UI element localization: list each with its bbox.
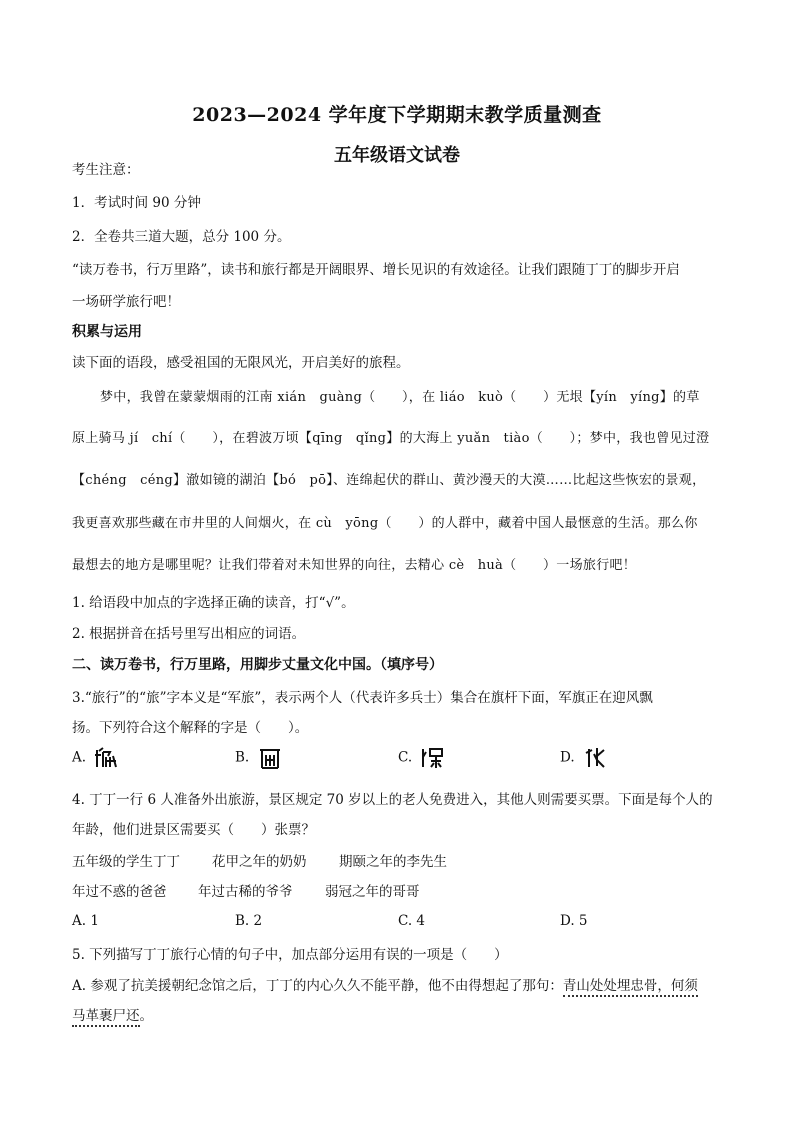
seal-glyph-c-icon <box>420 746 444 770</box>
question-3-line-2: 扬。下列符合这个解释的字是（ ）。 <box>72 720 309 736</box>
q3-option-c <box>398 746 444 770</box>
q4-option-a: A. 1 <box>72 913 99 929</box>
exam-subtitle: 五年级语文试卷 <box>334 145 460 166</box>
q5-option-a-text: A. 参观了抗美援朝纪念馆之后，丁丁的内心久久不能平静，他不由得想起了那句： <box>72 978 563 994</box>
q4-person-5: 年过古稀的爷爷 <box>198 884 293 900</box>
q5-option-a-dotted-2: 马革裹尸还 <box>72 1008 140 1027</box>
passage-line-4: 我更喜欢那些藏在市井里的人间烟火，在 cù yōng（ ）的人群中，藏着中国人最惬意的生活。那么你 <box>72 516 698 531</box>
question-1: 1. 给语段中加点的字选择正确的读音，打“√”。 <box>72 595 355 611</box>
seal-glyph-b-icon <box>258 746 282 770</box>
q4-option-d: D. 5 <box>560 913 588 929</box>
q3-option-d <box>560 746 607 770</box>
question-4-line-1: 4. 丁丁一行 6 人准备外出旅游，景区规定 70 岁以上的老人免费进入，其他人则需要买票。下面是每个人的 <box>72 792 713 808</box>
question-5-line-1: 5. 下列描写丁丁旅行心情的句子中，加点部分运用有误的一项是（ ） <box>72 947 508 963</box>
notice-item-2: 2．全卷共三道大题，总分 100 分。 <box>72 229 291 245</box>
seal-glyph-a-icon <box>94 746 118 770</box>
question-2: 2. 根据拼音在括号里写出相应的词语。 <box>72 626 306 642</box>
q4-person-2: 花甲之年的奶奶 <box>212 854 307 870</box>
q3-option-b-label: B. <box>235 749 250 766</box>
seal-glyph-d-icon <box>583 746 607 770</box>
exam-title: 2023—2024 学年度下学期期末教学质量测查 <box>192 104 602 126</box>
q4-person-4: 年过不惑的爸爸 <box>72 884 167 900</box>
q4-option-c: C. 4 <box>398 913 426 929</box>
section1-instruction: 读下面的语段，感受祖国的无限风光，开启美好的旅程。 <box>72 355 410 371</box>
intro-line-2: 一场研学旅行吧！ <box>72 294 180 310</box>
passage-line-1: 梦中，我曾在蒙蒙烟雨的江南 xián guàng（ ），在 liáo kuò（ ）无垠【yín yíng】的草 <box>100 390 700 405</box>
q5-option-a-line-1 <box>72 974 698 994</box>
q4-person-6: 弱冠之年的哥哥 <box>325 884 420 900</box>
q5-option-a-end: 。 <box>139 1008 153 1024</box>
q3-option-c-label: C. <box>398 749 413 766</box>
q4-person-1: 五年级的学生丁丁 <box>72 854 180 870</box>
intro-line-1: “读万卷书，行万里路”，读书和旅行都是开阔眼界、增长见识的有效途径。让我们跟随丁丁的脚步开启 <box>72 262 680 278</box>
q4-person-3: 期颐之年的李先生 <box>339 854 447 870</box>
question-4-line-2: 年龄，他们进景区需要买（ ）张票？ <box>72 822 315 838</box>
section2-heading: 二、读万卷书，行万里路，用脚步丈量文化中国。（填序号） <box>72 657 443 673</box>
section1-heading: 积累与运用 <box>72 324 142 340</box>
notice-item-1: 1．考试时间 90 分钟 <box>72 195 201 211</box>
q4-option-b: B. 2 <box>235 913 263 929</box>
passage-line-5: 最想去的地方是哪里呢？让我们带着对未知世界的向往，去精心 cè huà（ ）一场旅行吧！ <box>72 558 637 573</box>
q3-option-a-label: A. <box>72 749 87 766</box>
q5-option-a-dotted-1: 青山处处埋忠骨，何须 <box>563 978 698 997</box>
question-3-line-1: 3.“旅行”的“旅”字本义是“军旅”，表示两个人（代表许多兵士）集合在旗杆下面，军旗正在迎风飘 <box>72 690 653 706</box>
passage-line-2: 原上骑马 jí chí（ ），在碧波万顷【qīng qǐng】的大海上 yuǎn tiào（ ）；梦中，我也曾见过澄 <box>72 431 710 446</box>
q3-option-d-label: D. <box>560 749 575 766</box>
q5-option-a-line-2 <box>72 1004 153 1024</box>
q3-option-a <box>72 746 118 770</box>
passage-line-3: 【chéng céng】澈如镜的湖泊【bó pō】、连绵起伏的群山、黄沙漫天的大漠……比起这些恢宏的景观， <box>72 473 706 488</box>
q3-option-b <box>235 746 282 770</box>
notice-label: 考生注意： <box>72 162 140 178</box>
